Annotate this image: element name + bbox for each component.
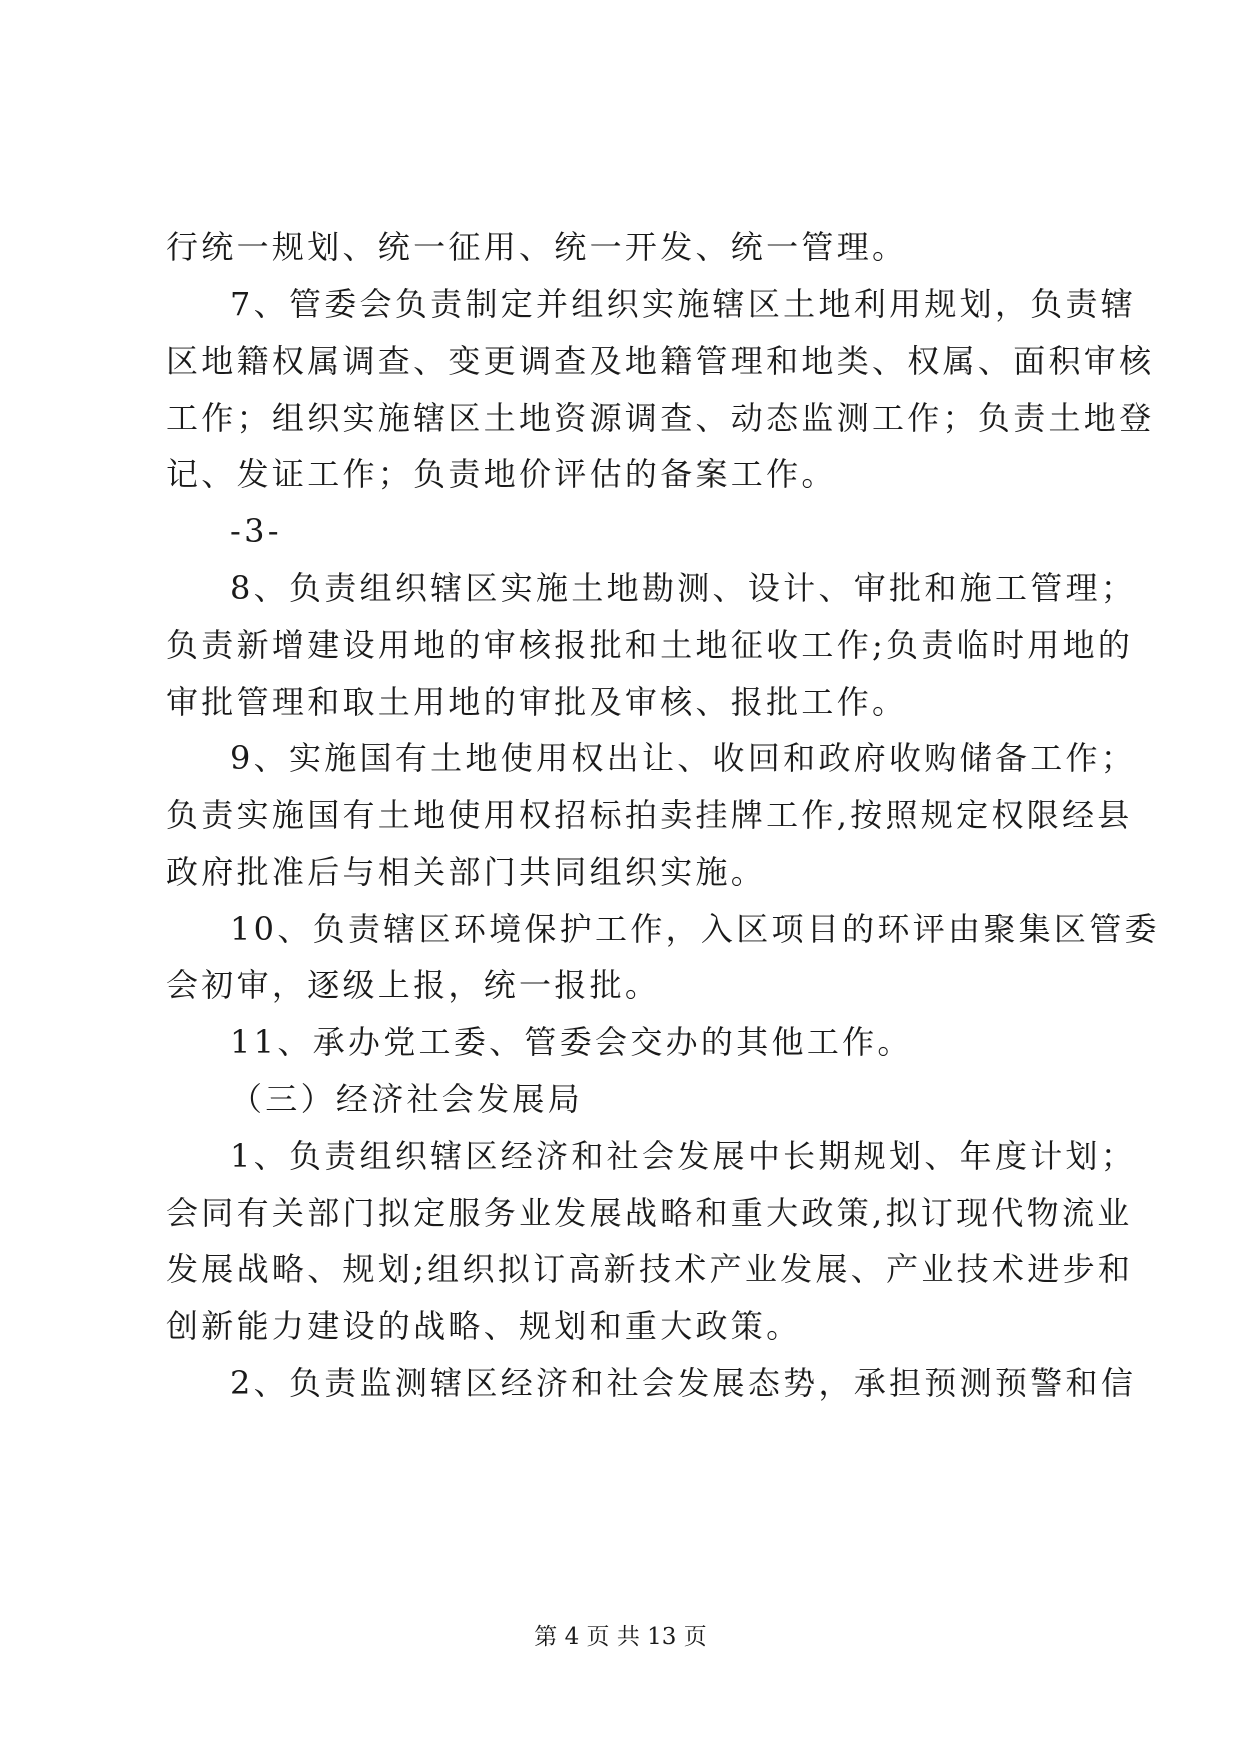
text-line: 区地籍权属调查、变更调查及地籍管理和地类、权属、面积审核 [166,342,1155,380]
section-heading: （三）经济社会发展局 [230,1080,584,1118]
text-line: 发展战略、规划;组织拟订高新技术产业发展、产业技术进步和 [166,1250,1134,1288]
text-line: 会同有关部门拟定服务业发展战略和重大政策,拟订现代物流业 [166,1194,1133,1232]
text-line: 审批管理和取土用地的审批及审核、报批工作。 [166,683,908,721]
text-line: 2、负责监测辖区经济和社会发展态势，承担预测预警和信 [230,1364,1137,1402]
text-line: 政府批准后与相关部门共同组织实施。 [166,853,767,891]
text-line: 9、实施国有土地使用权出让、收回和政府收购储备工作； [230,739,1137,777]
page-number-marker: -3- [230,512,282,550]
page-footer: 第 4 页 共 13 页 [534,1624,707,1650]
text-line: 1、负责组织辖区经济和社会发展中长期规划、年度计划； [230,1137,1137,1175]
text-line: 行统一规划、统一征用、统一开发、统一管理。 [166,228,908,266]
text-line: 10、负责辖区环境保护工作，入区项目的环评由聚集区管委 [230,910,1160,948]
text-line: 工作；组织实施辖区土地资源调查、动态监测工作；负责土地登 [166,399,1155,437]
text-line: 8、负责组织辖区实施土地勘测、设计、审批和施工管理； [230,569,1137,607]
text-line: 创新能力建设的战略、规划和重大政策。 [166,1307,802,1345]
text-line: 负责新增建设用地的审核报批和土地征收工作;负责临时用地的 [166,626,1134,664]
text-line: 7、管委会负责制定并组织实施辖区土地利用规划，负责辖 [230,285,1137,323]
text-line: 会初审，逐级上报，统一报批。 [166,966,661,1004]
text-line: 负责实施国有土地使用权招标拍卖挂牌工作,按照规定权限经县 [166,796,1133,834]
text-line: 记、发证工作；负责地价评估的备案工作。 [166,455,837,493]
text-line: 11、承办党工委、管委会交办的其他工作。 [230,1023,913,1061]
